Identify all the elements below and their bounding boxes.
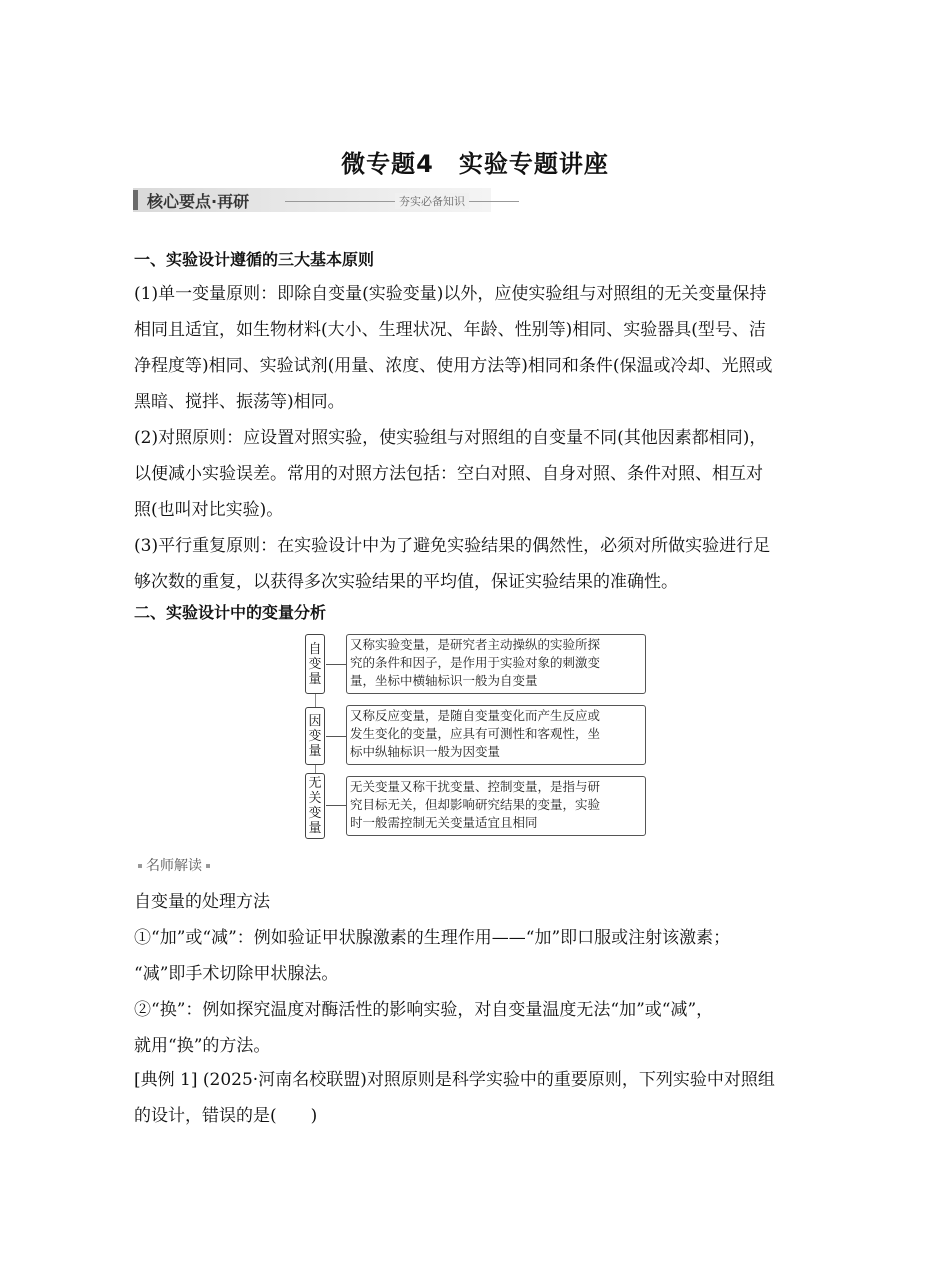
desc-line: 究目标无关，但却影响研究结果的变量，实验 xyxy=(350,797,601,812)
teacher-line1: ①“加”或“减”：例如验证甲状腺激素的生理作用——“加”即口服或注射该激素； xyxy=(134,928,731,948)
teacher-heading: 自变量的处理方法 xyxy=(134,892,270,912)
connector xyxy=(326,736,346,737)
p2-line3: 照(也叫对比实验)。 xyxy=(134,500,284,520)
teacher-notes-tag xyxy=(134,855,214,875)
desc-line: 标中纵轴标识一般为因变量 xyxy=(350,744,501,759)
p1-line1: (1)单一变量原则：即除自变量(实验变量)以外，应使实验组与对照组的无关变量保持 xyxy=(134,284,767,304)
dependent-variable-box xyxy=(346,705,646,765)
connector xyxy=(326,805,346,806)
example-line1: [典例 1] (2025·河南名校联盟)对照原则是科学实验中的重要原则，下列实验中对照组 xyxy=(134,1070,775,1090)
dependent-variable-label: 因变量 xyxy=(305,707,325,765)
desc-line: 又称反应变量，是随自变量变化而产生反应或 xyxy=(350,708,601,723)
desc-line: 时一般需控制无关变量适宜且相同 xyxy=(350,815,538,830)
irrelevant-variable-box xyxy=(346,776,646,836)
vertical-connector xyxy=(315,694,316,708)
p1-line2: 相同且适宜，如生物材料(大小、生理状况、年龄、性别等)相同、实验器具(型号、洁 xyxy=(134,320,766,340)
tag-square xyxy=(206,864,210,868)
desc-line: 发生变化的变量，应具有可测性和客观性，坐 xyxy=(350,726,601,741)
desc-line: 无关变量又称干扰变量、控制变量，是指与研 xyxy=(350,779,601,794)
p3-line1: (3)平行重复原则：在实验设计中为了避免实验结果的偶然性，必须对所做实验进行足 xyxy=(134,536,771,556)
page-title: 微专题4 实验专题讲座 xyxy=(341,150,609,178)
teacher-line2: “减”即手术切除甲状腺法。 xyxy=(134,964,339,984)
example-line2: 的设计，错误的是( ) xyxy=(134,1106,318,1126)
teacher-line3: ②“换”：例如探究温度对酶活性的影响实验，对自变量温度无法“加”或“减”， xyxy=(134,1000,714,1020)
tag-square xyxy=(138,864,142,868)
banner-subtitle: 夯实必备知识 xyxy=(395,193,469,209)
section1-heading: 一、实验设计遵循的三大基本原则 xyxy=(134,250,375,269)
p3-line2: 够次数的重复，以获得多次实验结果的平均值，保证实验结果的准确性。 xyxy=(134,572,678,592)
variable-diagram xyxy=(300,630,650,840)
banner-label: 核心要点·再研 xyxy=(147,192,250,211)
desc-line: 又称实验变量，是研究者主动操纵的实验所探 xyxy=(350,637,601,652)
tag-label: 名师解读 xyxy=(146,858,202,874)
p2-line2: 以便减小实验误差。常用的对照方法包括：空白对照、自身对照、条件对照、相互对 xyxy=(134,464,763,484)
independent-variable-box xyxy=(346,634,646,694)
banner-bar xyxy=(133,190,138,210)
p2-line1: (2)对照原则：应设置对照实验，使实验组与对照组的自变量不同(其他因素都相同)， xyxy=(134,428,767,448)
p1-line4: 黑暗、搅拌、振荡等)相同。 xyxy=(134,392,345,412)
independent-variable-label: 自变量 xyxy=(305,634,325,694)
connector xyxy=(326,664,346,665)
desc-line: 量，坐标中横轴标识一般为自变量 xyxy=(350,673,538,688)
irrelevant-variable-label: 无关变量 xyxy=(305,773,325,839)
section2-heading: 二、实验设计中的变量分析 xyxy=(134,603,327,622)
teacher-line4: 就用“换”的方法。 xyxy=(134,1036,271,1056)
desc-line: 究的条件和因子，是作用于实验对象的刺激变 xyxy=(350,655,601,670)
banner-divider-tail xyxy=(474,201,491,202)
section-banner xyxy=(133,188,491,212)
p1-line3: 净程度等)相同、实验试剂(用量、浓度、使用方法等)相同和条件(保温或冷却、光照或 xyxy=(134,356,773,376)
